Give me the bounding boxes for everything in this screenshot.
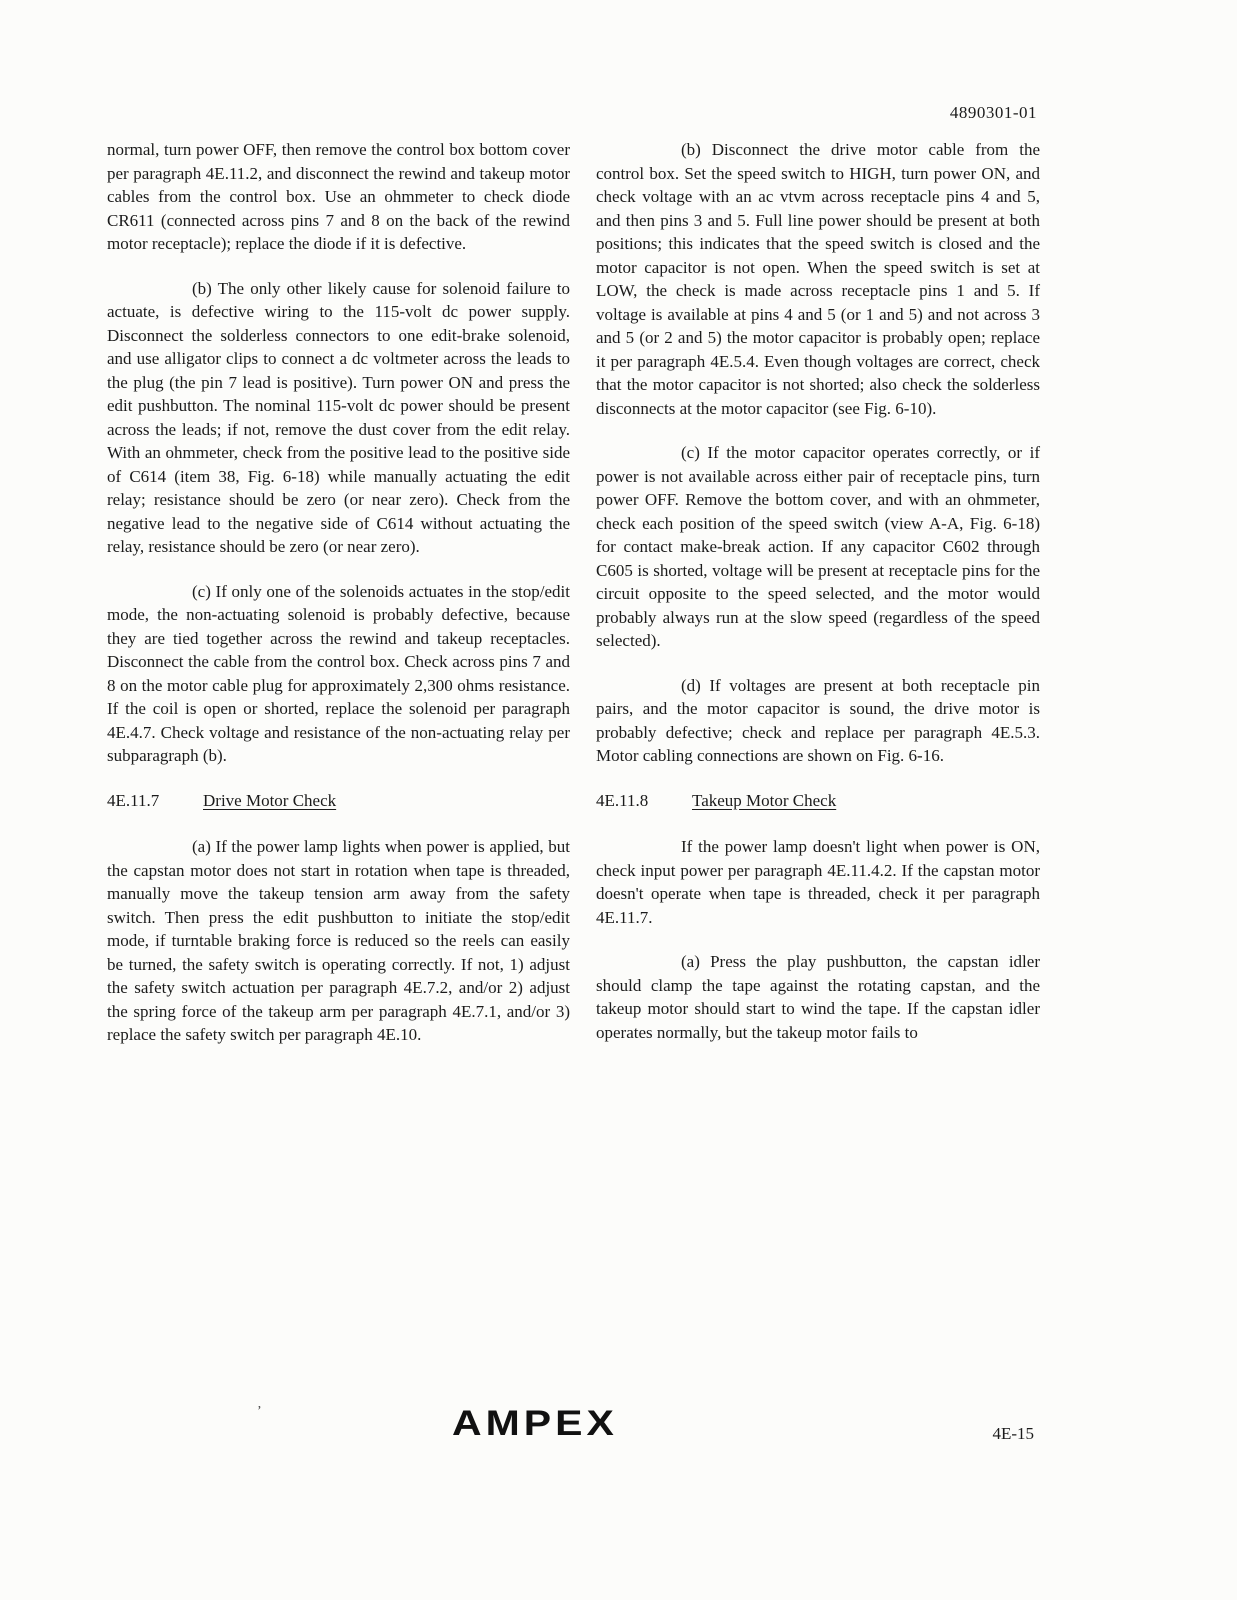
- section-title: Takeup Motor Check: [692, 790, 837, 810]
- paragraph-takeup-intro: If the power lamp doesn't light when power is ON, check input power per paragraph 4E.11.4.2. If the capstan motor doesn't operate when tape is threaded, check it per paragraph 4E.11.7.: [596, 837, 1040, 927]
- paragraph-a-power-lamp: (a) If the power lamp lights when power is applied, but the capstan motor does not start in rotation when tape is threaded, manually move the takeup tension arm away from the safety switch. Then press the edit pushbutton to initiate the stop/edit mode, if turntable braking force is reduced so the reels can easily be turned, the safety switch is operating correctly. If not, 1) adjust the safety switch actuation per paragraph 4E.7.2, and/or 2) adjust the spring force of the takeup arm per paragraph 4E.7.1, and/or 3) replace the safety switch per paragraph 4E.10.: [107, 837, 570, 1044]
- scan-artifact-mark: ’: [257, 1404, 262, 1419]
- paragraph-c-solenoid-actuation: (c) If only one of the solenoids actuates in the stop/edit mode, the non-actuating solenoid is probably defective, because they are tied together across the rewind and takeup receptacles. Disconnect the cable from the control box. Check across pins 7 and 8 on the motor cable plug for approximately 2,300 ohms resistance. If the coil is open or shorted, replace the solenoid per paragraph 4E.4.7. Check voltage and resistance of the non-actuating relay per subparagraph (b).: [107, 581, 570, 765]
- paragraph-continuation: normal, turn power OFF, then remove the control box bottom cover per paragraph 4E.11.2, and disconnect the rewind and takeup motor cables from the control box. Use an ohmmeter to check diode CR611 (connected across pins 7 and 8 on the back of the rewind motor receptacle); replace the diode if it is defective.: [107, 140, 570, 253]
- paragraph-a-play-pushbutton: (a) Press the play pushbutton, the capstan idler should clamp the tape against the rotating capstan, and the takeup motor should start to wind the tape. If the capstan idler operates normally, but the takeup motor fails to: [596, 952, 1040, 1042]
- paragraph-d-voltages-present: (d) If voltages are present at both receptacle pin pairs, and the motor capacitor is sound, the drive motor is probably defective; check and replace per paragraph 4E.5.3. Motor cabling connections are shown on Fig. 6-16.: [596, 675, 1040, 765]
- ampex-logo: AMPEX: [452, 1403, 618, 1443]
- right-column: [596, 138, 1040, 1068]
- page-number: 4E-15: [992, 1424, 1034, 1443]
- two-column-text-area: [107, 138, 1040, 1068]
- section-number: 4E.11.7: [107, 790, 160, 810]
- paragraph-b-drive-motor-cable: (b) Disconnect the drive motor cable from the control box. Set the speed switch to HIGH, turn power ON, and check voltage with an ac vtvm across receptacle pins 4 and 5, and then pins 3 and 5. Full line power should be present at both positions; this indicates that the speed switch is closed and the motor capacitor is not open. When the speed switch is set at LOW, the check is made across receptacle pins 1 and 5. If voltage is available at pins 4 and 5 (or 1 and 5) and not across 3 and 5 (or 2 and 5) the motor capacitor is probably open; replace it per paragraph 4E.5.4. Even though voltages are correct, check that the motor capacitor is not shorted; also check the solderless disconnects at the motor capacitor (see Fig. 6-10).: [596, 140, 1040, 418]
- paragraph-c-motor-capacitor: (c) If the motor capacitor operates correctly, or if power is not available across either pair of receptacle pins, turn power OFF. Remove the bottom cover, and with an ohmmeter, check each position of the speed switch (view A-A, Fig. 6-18) for contact make-break action. If any capacitor C602 through C605 is shorted, voltage will be present at receptacle pins for the circuit opposite to the speed selected, and the motor would probably always run at the slow speed (regardless of the speed selected).: [596, 443, 1040, 650]
- section-heading-takeup-motor-check: [596, 789, 1040, 813]
- section-heading-drive-motor-check: [107, 789, 570, 813]
- section-title: Drive Motor Check: [203, 790, 337, 810]
- left-column: [107, 138, 570, 1068]
- paragraph-b-solenoid-wiring: (b) The only other likely cause for solenoid failure to actuate, is defective wiring to the 115-volt dc power supply. Disconnect the solderless connectors to one edit-brake solenoid, and use alligator clips to connect a dc voltmeter across the leads to the plug (the pin 7 lead is positive). Turn power ON and press the edit pushbutton. The nominal 115-volt dc power should be present across the leads; if not, remove the dust cover from the edit relay. With an ohmmeter, check from the positive lead to the positive side of C614 (item 38, Fig. 6-18) while manually actuating the edit relay; resistance should be zero (or near zero). Check from the negative lead to the negative side of C614 without actuating the relay, resistance should be zero (or near zero).: [107, 278, 570, 556]
- section-number: 4E.11.8: [596, 790, 649, 810]
- document-number: 4890301-01: [949, 103, 1037, 122]
